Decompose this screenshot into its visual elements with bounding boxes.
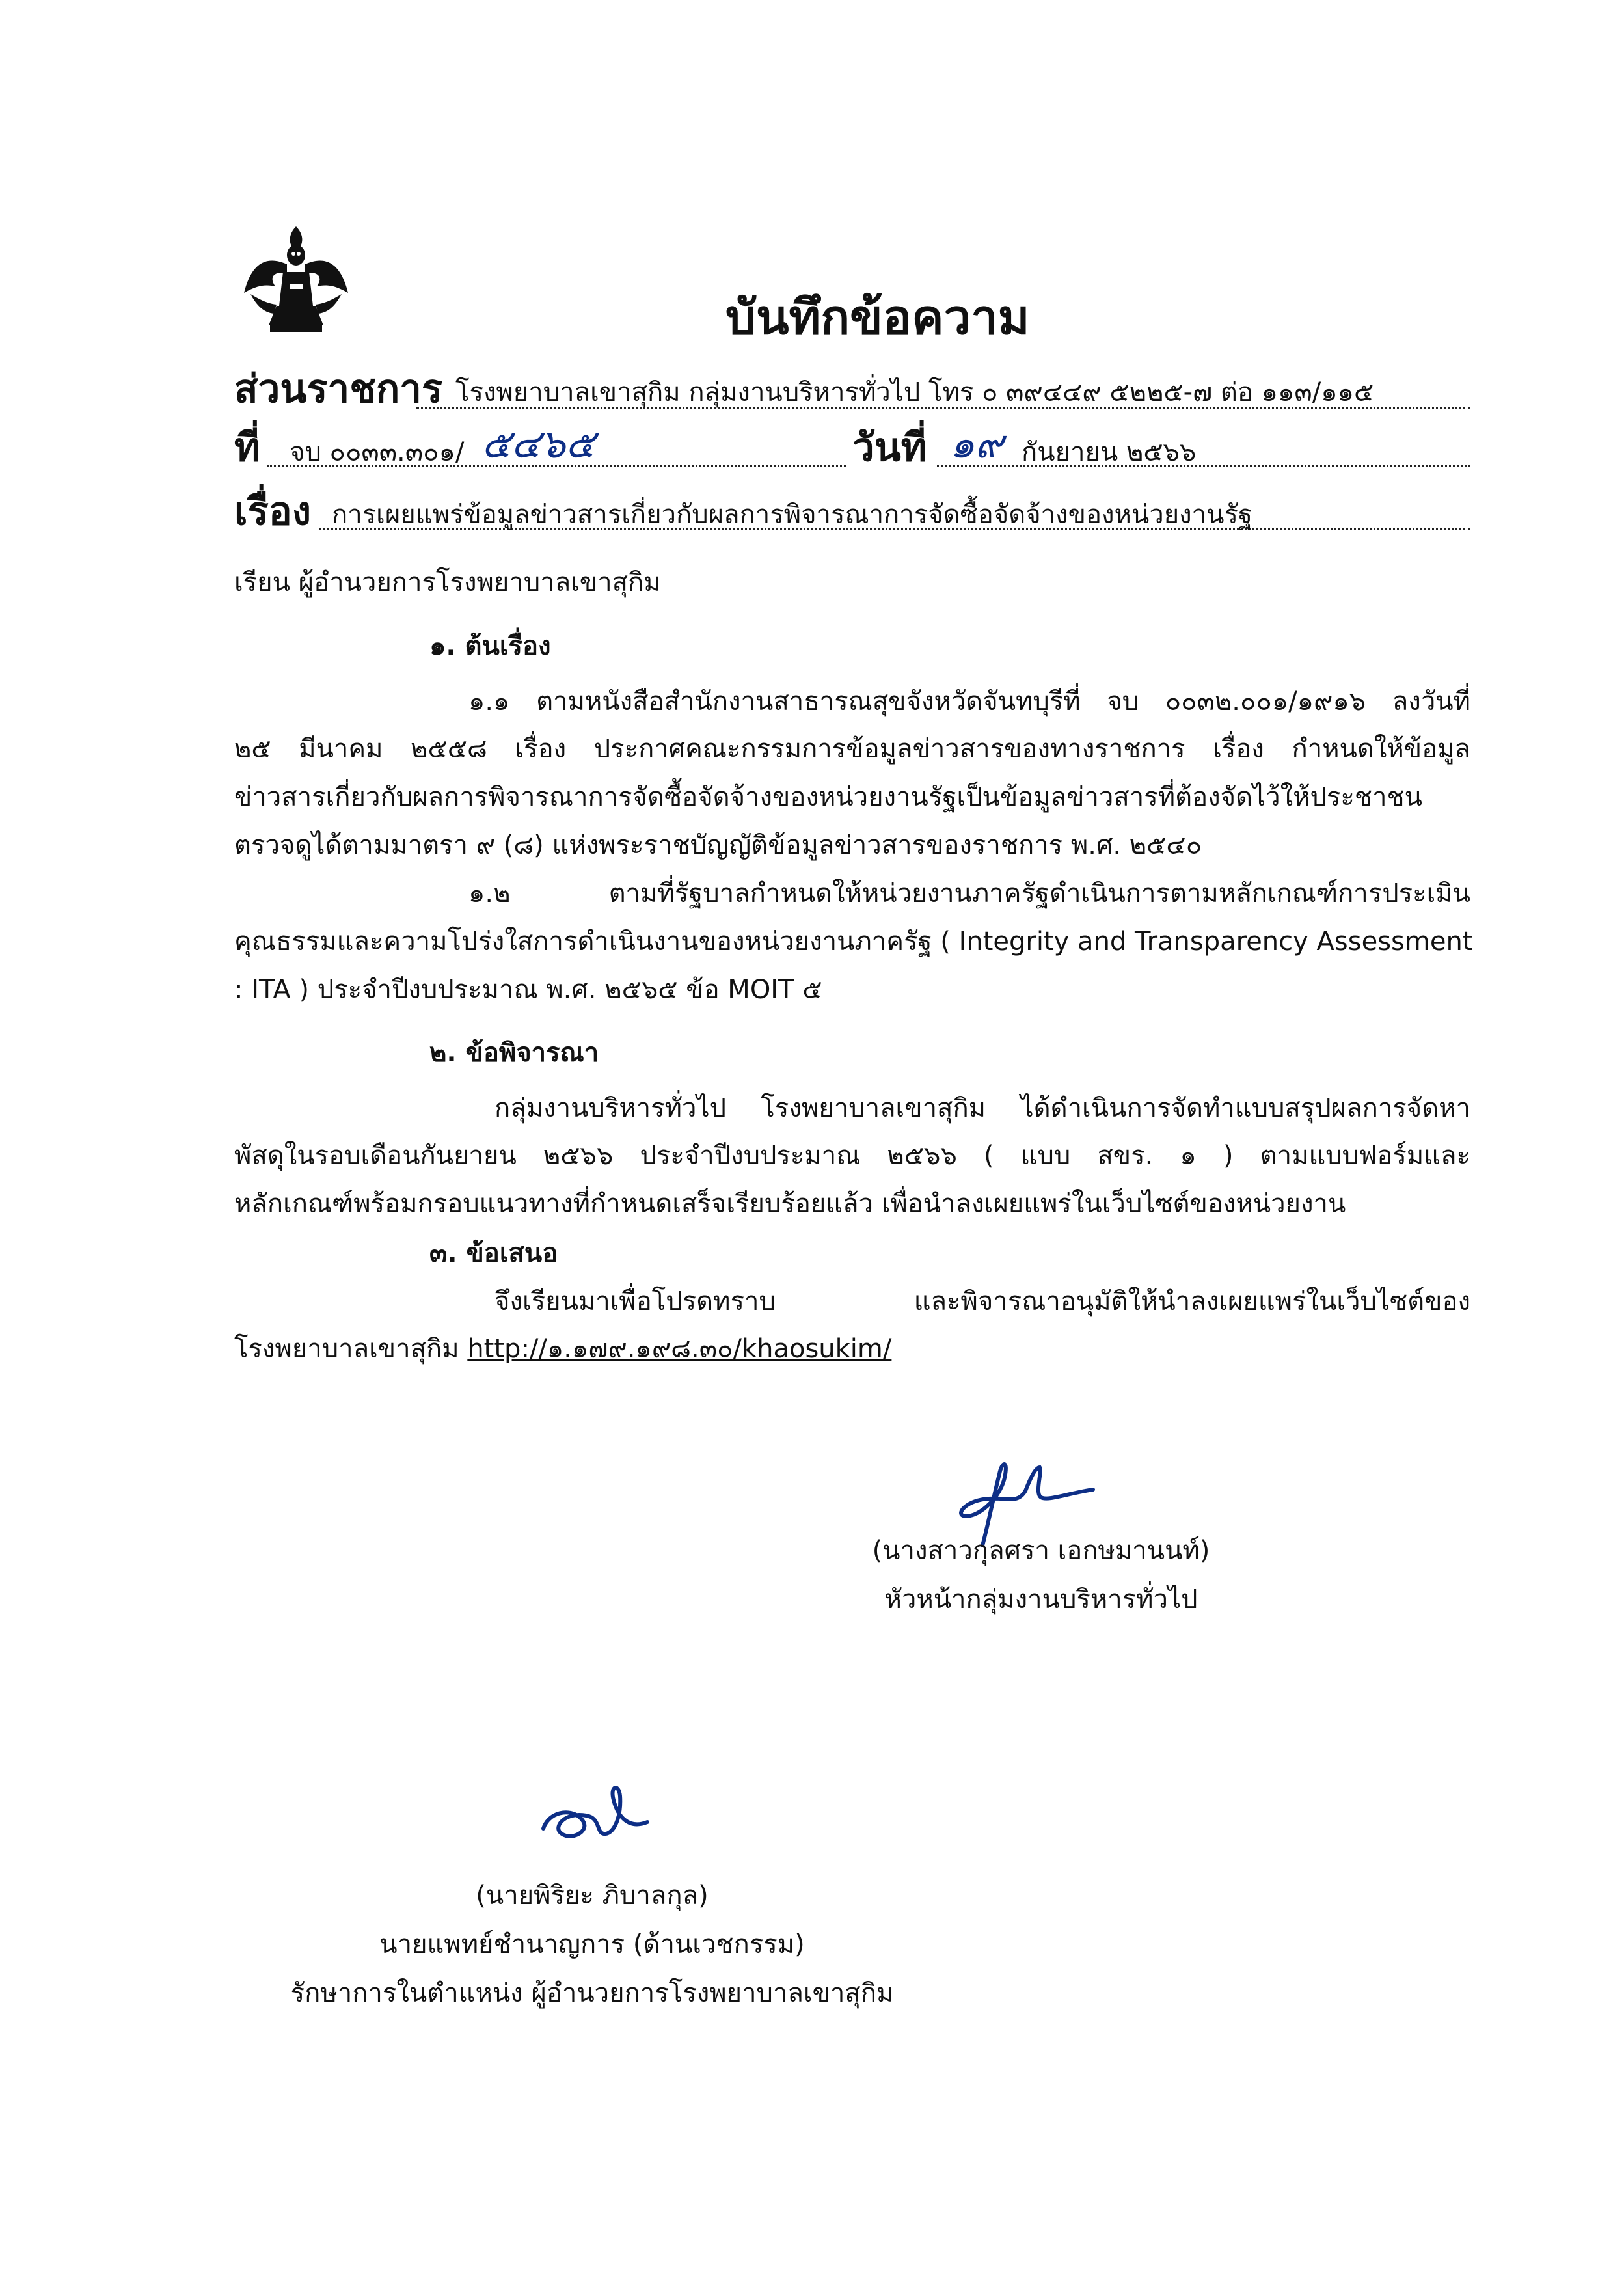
s2-line-3: หลักเกณฑ์พร้อมกรอบแนวทางที่กำหนดเสร็จเรียบร้อยแล้ว เพื่อนำลงเผยแพร่ในเว็บไซต์ของหน่วยงาน	[234, 1189, 1346, 1219]
date-dotline	[937, 465, 1470, 467]
garuda-emblem-icon	[237, 221, 355, 338]
website-link[interactable]: http://๑.๑๗๙.๑๙๘.๓๐/khaosukim/	[467, 1334, 892, 1364]
s2-line-1: กลุ่มงานบริหารทั่วไป โรงพยาบาลเขาสุกิม ได้ดำเนินการจัดทำแบบสรุปผลการจัดหา	[494, 1093, 1470, 1123]
section-2-heading: ๒. ข้อพิจารณา	[429, 1038, 599, 1068]
s1-p1-line-1: ๑.๑ ตามหนังสือสำนักงานสาธารณสุขจังหวัดจันทบุรีที่ จบ ๐๐๓๒.๐๐๑/๑๙๑๖ ลงวันที่	[468, 687, 1470, 716]
s3-line-2-prefix: โรงพยาบาลเขาสุกิม	[234, 1334, 459, 1364]
ref-label: ที่	[234, 425, 260, 470]
department-label: ส่วนราชการ	[234, 366, 443, 412]
page-title: บันทึกข้อความ	[725, 290, 1030, 346]
s2-line-2: พัสดุในรอบเดือนกันยายน ๒๕๖๖ ประจำปีงบประมาณ ๒๕๖๖ ( แบบ สขร. ๑ ) ตามแบบฟอร์มและ	[234, 1141, 1470, 1171]
date-rest: กันยายน ๒๕๖๖	[1022, 437, 1197, 467]
subject-label: เรื่อง	[234, 489, 312, 534]
s1-p2-line-2: คุณธรรมและความโปร่งใสการดำเนินงานของหน่วยงานภาครัฐ ( Integrity and Transparency Assessment	[234, 927, 1473, 957]
department-value: โรงพยาบาลเขาสุกิม กลุ่มงานบริหารทั่วไป โทร ๐ ๓๙๔๔๙ ๕๒๒๕-๗ ต่อ ๑๑๓/๑๑๕	[455, 377, 1374, 407]
s1-p1-line-2: ๒๕ มีนาคม ๒๕๕๘ เรื่อง ประกาศคณะกรรมการข้อมูลข่าวสารของทางราชการ เรื่อง กำหนดให้ข้อมูล	[234, 734, 1470, 764]
s1-p2-line-1: ๑.๒ ตามที่รัฐบาลกำหนดให้หน่วยงานภาครัฐดำเนินการตามหลักเกณฑ์การประเมิน	[468, 879, 1470, 908]
signature-1-name: (นางสาวกุลศรา เอกษมานนท์)	[872, 1536, 1210, 1566]
s1-p1-line-4: ตรวจดูได้ตามมาตรา ๙ (๘) แห่งพระราชบัญญัติข้อมูลข่าวสารของราชการ พ.ศ. ๒๕๔๐	[234, 830, 1202, 860]
date-label: วันที่	[852, 425, 927, 470]
signature-2-acting: รักษาการในตำแหน่ง ผู้อำนวยการโรงพยาบาลเขาสุกิม	[290, 1978, 894, 2008]
signature-2-position: นายแพทย์ชำนาญการ (ด้านเวชกรรม)	[379, 1929, 805, 1959]
section-3-heading: ๓. ข้อเสนอ	[429, 1238, 558, 1268]
s3-line-2	[234, 1328, 891, 1369]
signature-1-position: หัวหน้ากลุ่มงานบริหารทั่วไป	[884, 1585, 1198, 1614]
s1-p1-line-3: ข่าวสารเกี่ยวกับผลการพิจารณาการจัดซื้อจัดจ้างของหน่วยงานรัฐเป็นข้อมูลข่าวสารที่ต้องจัดไว้ให้ประชาชน	[234, 782, 1422, 812]
signature-2-name: (นายพิริยะ ภิบาลกุล)	[476, 1881, 709, 1911]
section-1-heading: ๑. ต้นเรื่อง	[429, 631, 551, 661]
ref-handwritten: ๕๔๖๕	[481, 422, 595, 467]
s1-p2-line-3: : ITA ) ประจำปีงบประมาณ พ.ศ. ๒๕๖๕ ข้อ MOIT ๕	[234, 975, 822, 1005]
salutation: เรียน ผู้อำนวยการโรงพยาบาลเขาสุกิม	[234, 567, 661, 597]
date-day-handwritten: ๑๙	[950, 422, 1004, 467]
signature-icon	[524, 1770, 654, 1861]
s3-line-1: จึงเรียนมาเพื่อโปรดทราบ และพิจารณาอนุมัติให้นำลงเผยแพร่ในเว็บไซต์ของ	[494, 1287, 1470, 1316]
ref-value: จบ ๐๐๓๓.๓๐๑/	[290, 437, 465, 467]
subject-value: การเผยแพร่ข้อมูลข่าวสารเกี่ยวกับผลการพิจารณาการจัดซื้อจัดจ้างของหน่วยงานรัฐ	[332, 500, 1253, 530]
